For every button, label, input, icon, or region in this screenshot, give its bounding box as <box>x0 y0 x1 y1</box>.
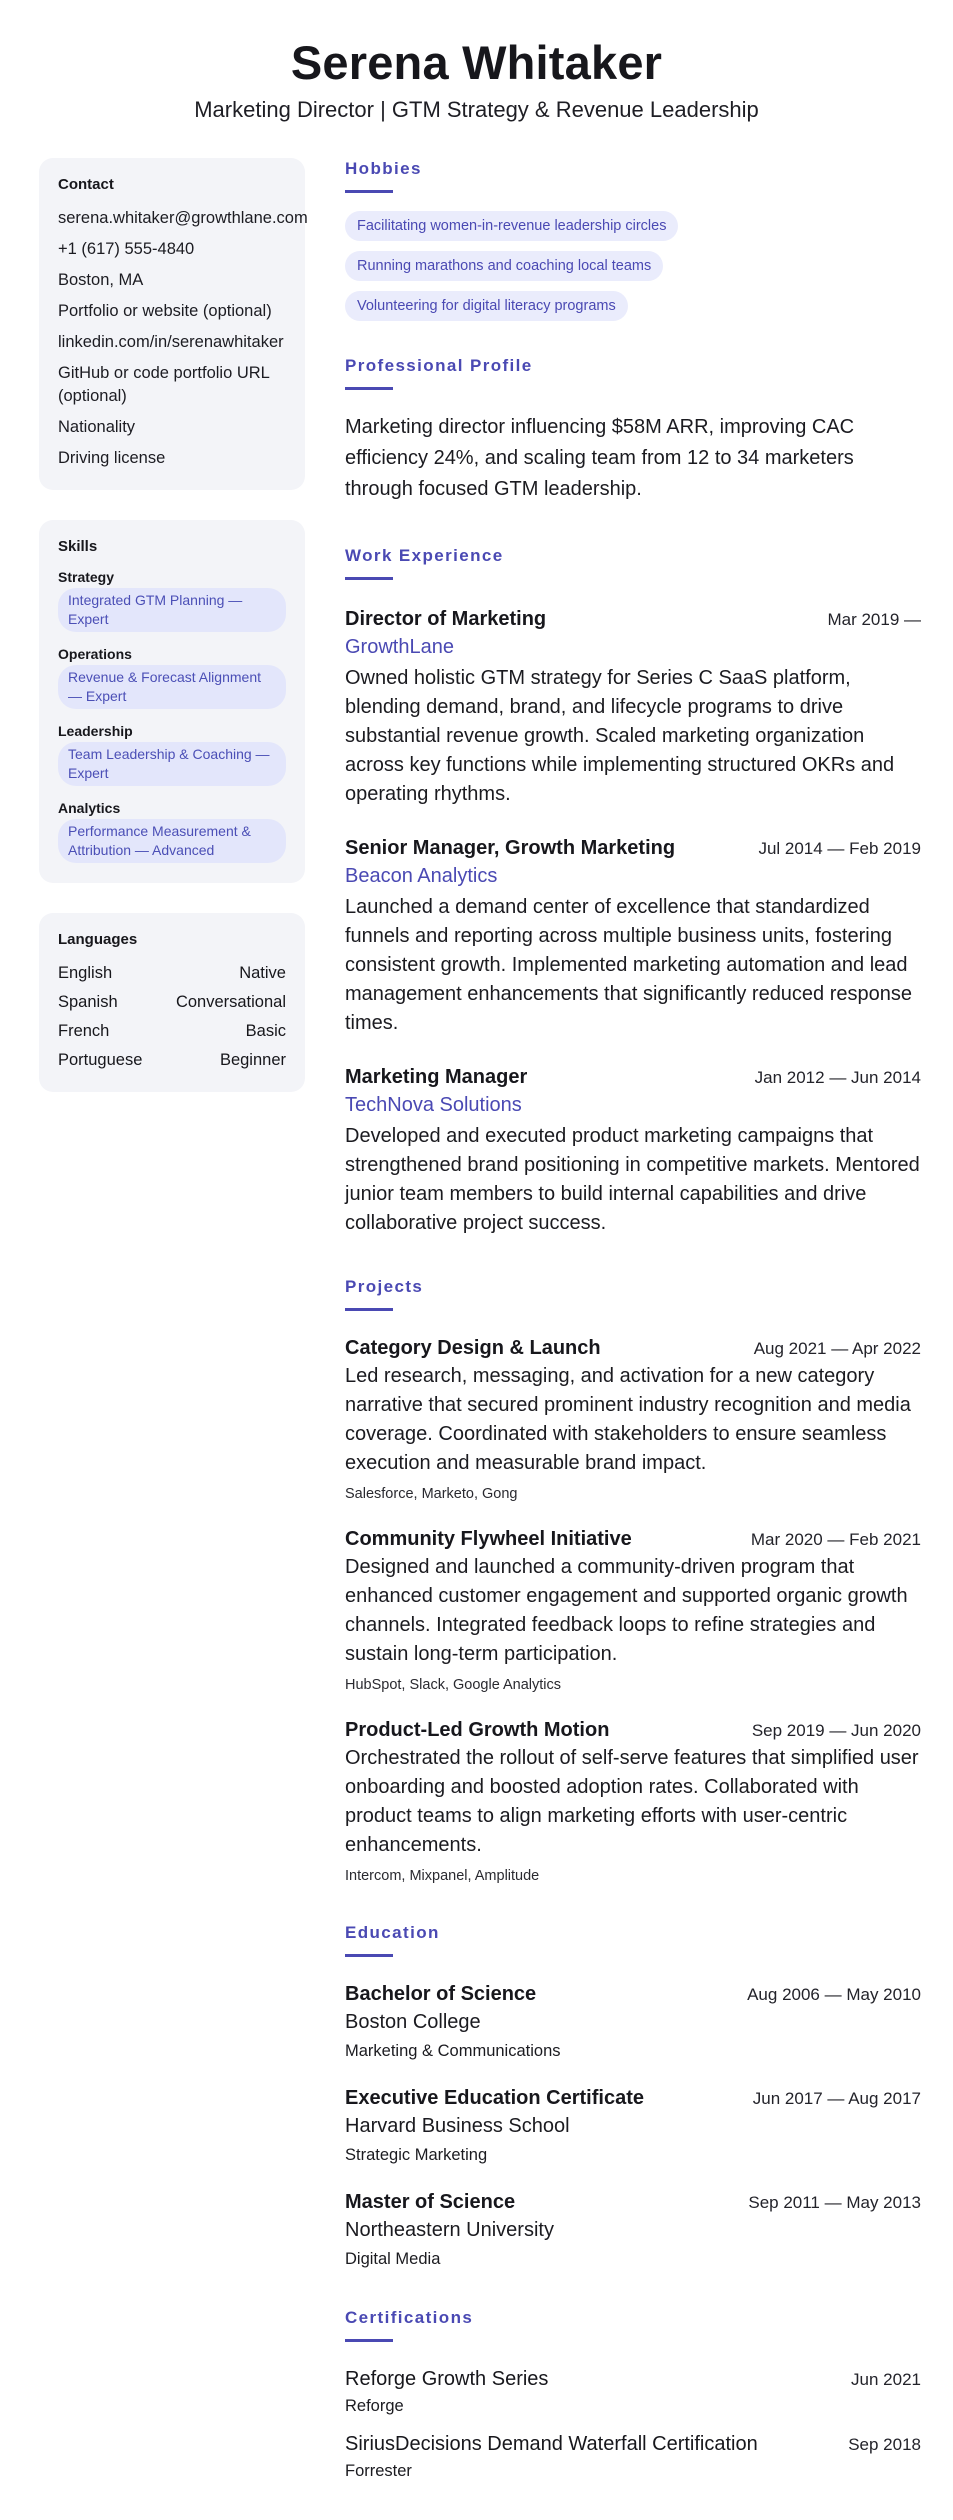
project-description: Led research, messaging, and activation for a new category narrative that secured prominent industry recognition and media coverage. Coordinated with stakeholders to ensure seamless execution and measurable brand impact. <box>345 1365 911 1474</box>
experience-entry <box>345 1064 921 1238</box>
certifications-section <box>345 2307 921 2482</box>
profile-text: Marketing director influencing $58M ARR, improving CAC efficiency 24%, and scaling team from 12 to 34 marketers through focused GTM leadership. <box>345 416 855 500</box>
contact-location: Boston, MA <box>58 271 144 289</box>
school-name: Northeastern University <box>345 2219 554 2241</box>
project-name: Community Flywheel Initiative <box>345 1528 632 1550</box>
hobby-pill: Volunteering for digital literacy programs <box>345 291 628 321</box>
certification-entry <box>345 2366 921 2417</box>
education-entry <box>345 2189 921 2271</box>
project-description: Designed and launched a community-driven program that enhanced customer engagement and supported organic growth channels. Integrated feedback loops to refine strategies and sustain long-term participation. <box>345 1556 908 1665</box>
language-name: Spanish <box>58 993 118 1011</box>
section-title: Hobbies <box>345 159 422 178</box>
job-title: Marketing Manager <box>345 1066 528 1088</box>
certification-entry <box>345 2431 921 2482</box>
skill-pill: Integrated GTM Planning — Expert <box>58 588 286 632</box>
school-name: Boston College <box>345 2011 481 2033</box>
education-dates: Jun 2017 — Aug 2017 <box>752 2089 921 2108</box>
job-dates: Jul 2014 — Feb 2019 <box>758 839 921 858</box>
sidebar <box>39 158 308 1122</box>
hobby-pill: Running marathons and coaching local teams <box>345 251 663 281</box>
skill-category: Leadership <box>58 723 133 739</box>
skills-title: Skills <box>58 538 98 555</box>
section-title: Professional Profile <box>345 356 533 375</box>
education-entry <box>345 1981 921 2063</box>
skill-category: Analytics <box>58 800 121 816</box>
contact-nationality: Nationality <box>58 418 136 436</box>
certification-issuer: Forrester <box>345 2462 412 2480</box>
project-entry <box>345 1335 921 1504</box>
certification-name: Reforge Growth Series <box>345 2368 549 2390</box>
contact-title: Contact <box>58 176 114 193</box>
project-tools: Intercom, Mixpanel, Amplitude <box>345 1868 540 1884</box>
languages-card <box>39 913 305 1092</box>
field-of-study: Digital Media <box>345 2250 441 2268</box>
language-row <box>58 1020 286 1043</box>
section-rule <box>345 387 393 390</box>
job-title: Senior Manager, Growth Marketing <box>345 837 676 859</box>
field-of-study: Marketing & Communications <box>345 2042 561 2060</box>
school-name: Harvard Business School <box>345 2115 570 2137</box>
certification-date: Sep 2018 <box>848 2435 921 2454</box>
language-level: Beginner <box>219 1051 286 1069</box>
degree-name: Executive Education Certificate <box>345 2087 644 2109</box>
language-name: French <box>58 1022 110 1040</box>
job-description: Owned holistic GTM strategy for Series C SaaS platform, blending demand, brand, and lifecycle programs to drive substantial revenue growth. Scaled marketing organization across key functions while implementing structured OKRs and operating rhythms. <box>345 667 895 805</box>
skill-pill: Performance Measurement & Attribution — Advanced <box>58 819 286 863</box>
certification-name: SiriusDecisions Demand Waterfall Certification <box>345 2433 758 2455</box>
section-title: Education <box>345 1923 440 1942</box>
section-title: Certifications <box>345 2308 474 2327</box>
section-rule <box>345 1954 393 1957</box>
certification-issuer: Reforge <box>345 2397 404 2415</box>
education-section <box>345 1922 921 2271</box>
language-level: Basic <box>245 1022 286 1040</box>
main-column <box>345 158 921 2482</box>
company-name: TechNova Solutions <box>345 1094 522 1116</box>
job-title: Director of Marketing <box>345 608 547 630</box>
job-dates: Jan 2012 — Jun 2014 <box>754 1068 921 1087</box>
company-name: GrowthLane <box>345 636 454 658</box>
language-row <box>58 962 286 985</box>
experience-entry <box>345 835 921 1038</box>
language-level: Conversational <box>175 993 286 1011</box>
education-entry <box>345 2085 921 2167</box>
hobbies-section <box>345 158 921 321</box>
profile-section <box>345 355 921 505</box>
experience-section <box>345 545 921 1238</box>
project-dates: Mar 2020 — Feb 2021 <box>750 1530 921 1549</box>
field-of-study: Strategic Marketing <box>345 2146 488 2164</box>
contact-portfolio[interactable]: Portfolio or website (optional) <box>58 302 272 320</box>
languages-title: Languages <box>58 931 138 948</box>
contact-email[interactable]: serena.whitaker@growthlane.com <box>58 209 308 227</box>
skill-category: Strategy <box>58 569 115 585</box>
job-dates: Mar 2019 — <box>827 610 921 629</box>
project-tools: HubSpot, Slack, Google Analytics <box>345 1677 562 1693</box>
candidate-name: Serena Whitaker <box>290 36 663 89</box>
contact-card <box>39 158 308 490</box>
section-rule <box>345 577 393 580</box>
education-dates: Sep 2011 — May 2013 <box>748 2193 921 2212</box>
project-entry <box>345 1717 921 1886</box>
project-entry <box>345 1526 921 1695</box>
skill-pill: Revenue & Forecast Alignment — Expert <box>58 665 286 709</box>
degree-name: Master of Science <box>345 2191 516 2213</box>
candidate-subtitle: Marketing Director | GTM Strategy & Revenue Leadership <box>194 97 759 122</box>
skills-card <box>39 520 305 883</box>
section-rule <box>345 190 393 193</box>
contact-linkedin[interactable]: linkedin.com/in/serenawhitaker <box>58 333 284 351</box>
contact-github[interactable]: GitHub or code portfolio URL (optional) <box>58 364 270 405</box>
contact-phone[interactable]: +1 (617) 555-4840 <box>58 240 195 258</box>
language-name: English <box>58 964 113 982</box>
certification-date: Jun 2021 <box>851 2370 921 2389</box>
resume-header <box>0 0 953 124</box>
section-title: Projects <box>345 1277 424 1296</box>
skill-pill: Team Leadership & Coaching — Expert <box>58 742 286 786</box>
project-name: Category Design & Launch <box>345 1337 601 1359</box>
language-name: Portuguese <box>58 1051 143 1069</box>
language-row <box>58 991 286 1014</box>
project-dates: Aug 2021 — Apr 2022 <box>753 1339 921 1358</box>
skill-category: Operations <box>58 646 132 662</box>
project-name: Product-Led Growth Motion <box>345 1719 610 1741</box>
experience-entry <box>345 606 921 809</box>
projects-section <box>345 1276 921 1886</box>
section-rule <box>345 1308 393 1311</box>
section-title: Work Experience <box>345 546 504 565</box>
language-row <box>58 1049 286 1072</box>
job-description: Developed and executed product marketing campaigns that strengthened brand positioning in competitive markets. Mentored junior team members to build internal capabilities and drive collaborative project success. <box>345 1125 920 1234</box>
education-dates: Aug 2006 — May 2010 <box>747 1985 921 2004</box>
project-description: Orchestrated the rollout of self-serve features that simplified user onboarding and boosted adoption rates. Collaborated with product teams to align marketing efforts with user-centric enhancements. <box>345 1747 919 1856</box>
job-description: Launched a demand center of excellence that standardized funnels and reporting across multiple business units, fostering consistent growth. Implemented marketing automation and lead management enhancements that significantly reduced response times. <box>345 896 913 1034</box>
contact-license: Driving license <box>58 449 166 467</box>
degree-name: Bachelor of Science <box>345 1983 537 2005</box>
language-level: Native <box>239 964 286 982</box>
company-name: Beacon Analytics <box>345 865 498 887</box>
section-rule <box>345 2339 393 2342</box>
project-dates: Sep 2019 — Jun 2020 <box>751 1721 921 1740</box>
hobby-pill: Facilitating women-in-revenue leadership circles <box>345 211 678 241</box>
project-tools: Salesforce, Marketo, Gong <box>345 1486 518 1502</box>
